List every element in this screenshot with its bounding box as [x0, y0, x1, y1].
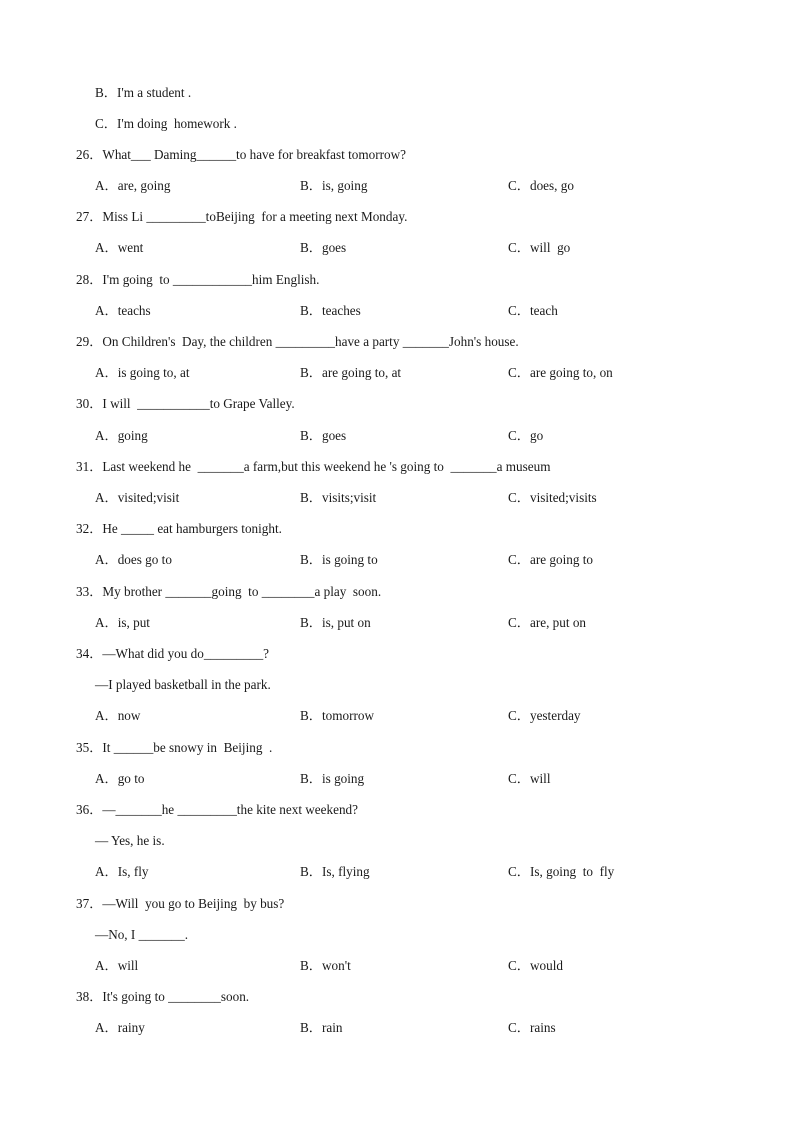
question-30-option-b: B．goes [300, 428, 347, 443]
question-32-stem: 32．He _____ eat hamburgers tonight. [76, 521, 282, 536]
question-35-option-a: A．go to [95, 771, 145, 786]
question-32-option-b: B．is going to [300, 552, 378, 567]
question-33-stem: 33．My brother _______going to ________a play soon. [76, 584, 382, 599]
lead-option-c: C．I'm doing homework . [95, 116, 237, 131]
question-27-option-a: A．went [95, 240, 144, 255]
question-29-option-c: C．are going to, on [508, 365, 613, 380]
question-29-stem: 29．On Children's Day, the children _________have a party _______John's house. [76, 334, 519, 349]
question-27-option-c: C．will go [508, 240, 571, 255]
question-38-option-c: C．rains [508, 1020, 556, 1035]
question-26-option-b: B．is, going [300, 178, 368, 193]
question-35-option-c: C．will [508, 771, 551, 786]
question-31-option-b: B．visits;visit [300, 490, 377, 505]
question-26-stem: 26．What___ Daming______to have for breakfast tomorrow? [76, 147, 406, 162]
question-37-stem: 37．—Will you go to Beijing by bus? [76, 896, 285, 911]
question-33-option-a: A．is, put [95, 615, 150, 630]
lead-option-b: B．I'm a student . [95, 85, 192, 100]
question-31-stem: 31．Last weekend he _______a farm,but this weekend he 's going to _______a museum [76, 459, 551, 474]
question-33-option-b: B．is, put on [300, 615, 371, 630]
question-28-option-a: A．teachs [95, 303, 151, 318]
question-32-option-c: C．are going to [508, 552, 593, 567]
question-26-option-a: A．are, going [95, 178, 171, 193]
question-37-dialogue: —No, I _______. [95, 927, 189, 942]
question-36-stem: 36．—_______he _________the kite next weekend? [76, 802, 359, 817]
question-34-option-c: C．yesterday [508, 708, 581, 723]
question-31-option-c: C．visited;visits [508, 490, 597, 505]
question-30-stem: 30．I will ___________to Grape Valley. [76, 396, 295, 411]
question-35-stem: 35．It ______be snowy in Beijing . [76, 740, 273, 755]
question-31-option-a: A．visited;visit [95, 490, 180, 505]
question-36-option-c: C．Is, going to fly [508, 864, 615, 879]
question-28-option-b: B．teaches [300, 303, 361, 318]
question-33-option-c: C．are, put on [508, 615, 587, 630]
question-37-option-c: C．would [508, 958, 563, 973]
question-37-option-a: A．will [95, 958, 139, 973]
question-29-option-a: A．is going to, at [95, 365, 190, 380]
question-30-option-a: A．going [95, 428, 148, 443]
question-26-option-c: C．does, go [508, 178, 574, 193]
question-37-option-b: B．won't [300, 958, 351, 973]
question-36-dialogue: — Yes, he is. [95, 833, 165, 848]
question-30-option-c: C．go [508, 428, 544, 443]
question-28-stem: 28．I'm going to ____________him English. [76, 272, 320, 287]
question-34-stem: 34．—What did you do_________? [76, 646, 270, 661]
question-32-option-a: A．does go to [95, 552, 172, 567]
question-27-option-b: B．goes [300, 240, 347, 255]
question-35-option-b: B．is going [300, 771, 365, 786]
question-38-option-a: A．rainy [95, 1020, 145, 1035]
question-34-option-a: A．now [95, 708, 141, 723]
question-36-option-b: B．Is, flying [300, 864, 370, 879]
question-27-stem: 27．Miss Li _________toBeijing for a meeting next Monday. [76, 209, 408, 224]
question-28-option-c: C．teach [508, 303, 558, 318]
question-34-dialogue: —I played basketball in the park. [95, 677, 271, 692]
question-38-option-b: B．rain [300, 1020, 343, 1035]
question-36-option-a: A．Is, fly [95, 864, 149, 879]
question-29-option-b: B．are going to, at [300, 365, 402, 380]
question-34-option-b: B．tomorrow [300, 708, 374, 723]
question-38-stem: 38．It's going to ________soon. [76, 989, 250, 1004]
